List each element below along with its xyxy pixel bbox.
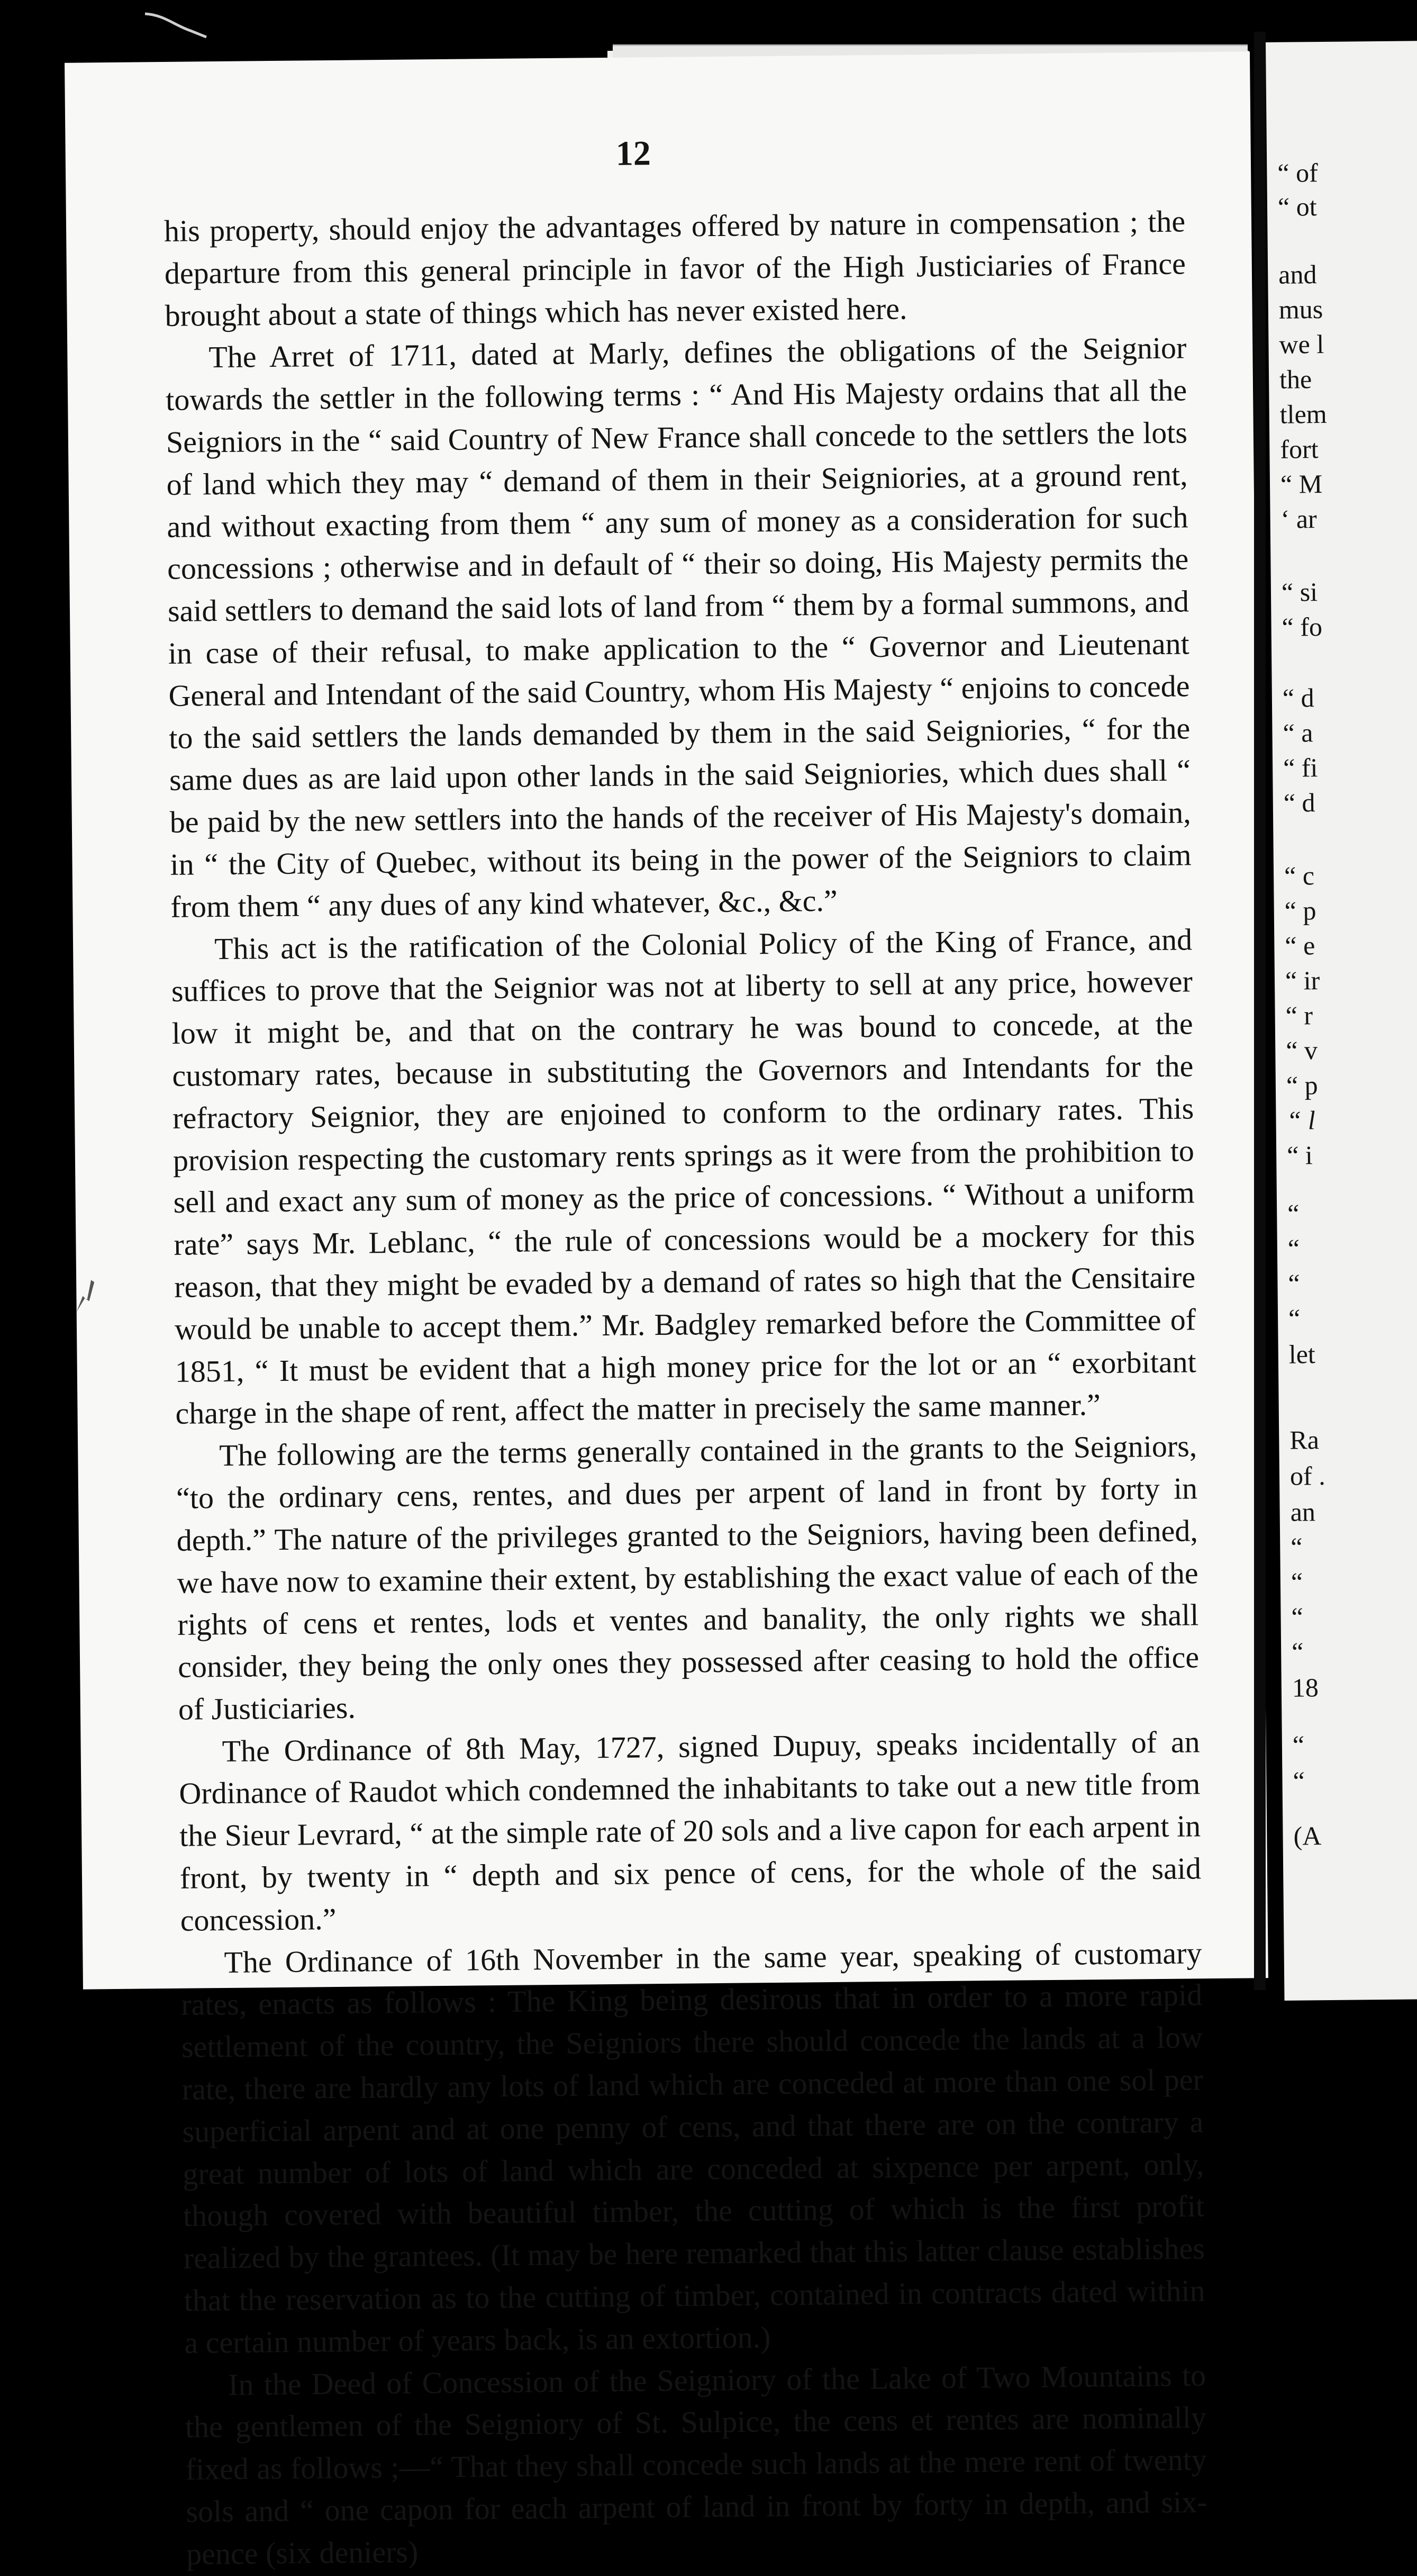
fragment-line: “ si bbox=[1281, 577, 1318, 607]
fragment-line: let bbox=[1288, 1339, 1316, 1369]
adjacent-page-fragment bbox=[1266, 41, 1417, 2001]
fragment-line: “ l bbox=[1286, 1105, 1316, 1135]
fragment-line: “ d bbox=[1282, 683, 1314, 713]
fragment-line: “ bbox=[1293, 1766, 1305, 1796]
fragment-line: “ ot bbox=[1277, 192, 1317, 222]
fragment-line: we l bbox=[1279, 329, 1324, 359]
fragment-line: “ bbox=[1291, 1602, 1304, 1632]
document-page bbox=[65, 51, 1268, 2571]
fragment-line: “ v bbox=[1286, 1035, 1318, 1065]
page-number: 12 bbox=[615, 134, 651, 173]
scan-speck bbox=[71, 1275, 103, 1317]
paragraph: The Arret of 1711, dated at Marly, defines the obligations of the Seignior towards the settler in the following terms : “ And His Majesty ordains that all the Seigniors in the “ said Country of New France shall concede to the settlers the lots of land which they may “ demand of them in their Seigniories, at a ground rent, and without exacting from them “ any sum of money as a consideration for such concessions ; otherwise and in default of “ their so doing, His Majesty permits the said settlers to demand the said lots of land from “ them by a formal summons, and in case of their refusal, to make application to the “ Governor and Lieutenant General and Intendant of the said Country, whom His Majesty “ enjoins to concede to the said settlers the lands demanded by them in the said Seigniories, “ for the same dues as are laid upon other lands in the said Seigniories, which dues shall “ be paid by the new settlers into the hands of the receiver of His Majesty's domain, in “ the City of Quebec, without its being in the power of the Seigniors to claim from them “ any dues of any kind whatever, &c., &c.” bbox=[165, 330, 1192, 924]
fragment-line: mus bbox=[1278, 294, 1323, 324]
paragraph: The Ordinance of 16th November in the same year, speaking of customary rates, enacts as follows : The King being desirous that in order to a more rapid settlement of the country, the Seigniors there should concede the lands at a low rate, there are hardly any lots of land which are conceded at more than one sol per superficial arpent and at one penny of cens, and that there are on the contrary a great number of lots of land which are conceded at sixpence per arpent, only, though covered with beautiful timber, the cutting of which is the first profit realized by the grantees. (It may be here remarked that this latter clause establishes that the reservation as to the cutting of timber, contained in contracts dated within a certain number of years back, is an extortion.) bbox=[180, 1935, 1205, 2360]
fragment-line: fort bbox=[1280, 434, 1319, 464]
fragment-line: “ bbox=[1291, 1532, 1303, 1562]
paragraph: his property, should enjoy the advantages offered by nature in compensation ; the departure from this general principle in favor of the High Justiciaries of France brought about a state of things which has never existed here. bbox=[164, 204, 1186, 333]
fragment-line: “ M bbox=[1280, 469, 1323, 499]
fragment-line: “ fi bbox=[1283, 753, 1318, 783]
fragment-line: “ bbox=[1292, 1730, 1305, 1760]
fragment-line: of . bbox=[1289, 1461, 1325, 1491]
fragment-line: “ p bbox=[1284, 896, 1316, 926]
fragment-line: “ bbox=[1291, 1637, 1304, 1667]
fragment-line: “ bbox=[1291, 1567, 1303, 1597]
fragment-line: ‘ ar bbox=[1280, 504, 1317, 534]
fragment-line: and bbox=[1278, 259, 1317, 290]
fragment-line: “ i bbox=[1286, 1140, 1313, 1170]
fragment-line: (A bbox=[1293, 1821, 1322, 1851]
fragment-line: “ d bbox=[1283, 788, 1315, 818]
body-text bbox=[164, 200, 1208, 2575]
fragment-line: “ c bbox=[1284, 861, 1315, 891]
fragment-line: “ bbox=[1288, 1303, 1301, 1333]
fragment-line: “ bbox=[1288, 1268, 1300, 1298]
fragment-line: Ra bbox=[1289, 1425, 1320, 1455]
fragment-line: an bbox=[1290, 1497, 1316, 1527]
fragment-line: “ of bbox=[1277, 158, 1318, 188]
fragment-line: “ p bbox=[1286, 1070, 1318, 1100]
scan-scratch-mark bbox=[143, 10, 217, 41]
fragment-line: “ a bbox=[1283, 718, 1313, 748]
fragment-line: the bbox=[1279, 364, 1312, 394]
fragment-line: “ r bbox=[1285, 1000, 1313, 1031]
fragment-line: “ bbox=[1287, 1233, 1300, 1263]
fragment-line: “ ir bbox=[1285, 965, 1320, 996]
page-gutter bbox=[1254, 32, 1266, 1990]
paragraph: This act is the ratification of the Colonial Policy of the King of France, and suffices to prove that the Seignior was not at liberty to sell at any price, however low it might be, and that on the contrary he was bound to concede, at the customary rates, because in substituting the Governors and Intendants for the refractory Seignior, they are enjoined to conform to the ordinary rates. This provision respecting the customary rents springs as it were from the prohibition to sell and exact any sum of money as the price of concessions. “ Without a uniform rate” says Mr. Leblanc, “ the rule of concessions would be a mockery for this reason, that they might be evaded by a demand of rates so high that the Censitaire would be unable to accept them.” Mr. Badgley remarked before the Committee of 1851, “ It must be evident that a high money price for the lot or an “ exorbitant charge in the shape of rent, affect the matter in precisely the same manner.” bbox=[171, 921, 1197, 1431]
paragraph: In the Deed of Concession of the Seigniory of the Lake of Two Mountains to the gentlemen of the Seigniory of St. Sulpice, the cens et rentes are nominally fixed as follows ;—“ That they shall concede such lands at the mere rent of twenty sols and “ one capon for each arpent of land in front by forty in depth, and six-pence (six deniers) bbox=[185, 2357, 1207, 2571]
fragment-line: “ bbox=[1287, 1198, 1300, 1228]
fragment-line: 18 bbox=[1292, 1673, 1319, 1703]
fragment-line: “ fo bbox=[1282, 612, 1323, 642]
fragment-line: “ e bbox=[1285, 930, 1315, 961]
fragment-line: tlem bbox=[1279, 399, 1327, 429]
paragraph: The following are the terms generally contained in the grants to the Seigniors, “to the ordinary cens, rentes, and dues per arpent of land in front by forty in depth.” The nature of the privileges granted to the Seigniors, having been defined, we have now to examine their extent, by establishing the exact value of each of the rights of cens et rentes, lods et ventes and banality, the only rights we shall consider, they being the only ones they possessed after ceasing to hold the office of Justiciaries. bbox=[176, 1429, 1200, 1727]
paragraph: The Ordinance of 8th May, 1727, signed Dupuy, speaks incidentally of an Ordinance of Raudot which condemned the inhabitants to take out a new title from the Sieur Levrard, “ at the simple rate of 20 sols and a live capon for each arpent in front, by twenty in “ depth and six pence of cens, for the whole of the said concession.” bbox=[179, 1724, 1202, 1938]
